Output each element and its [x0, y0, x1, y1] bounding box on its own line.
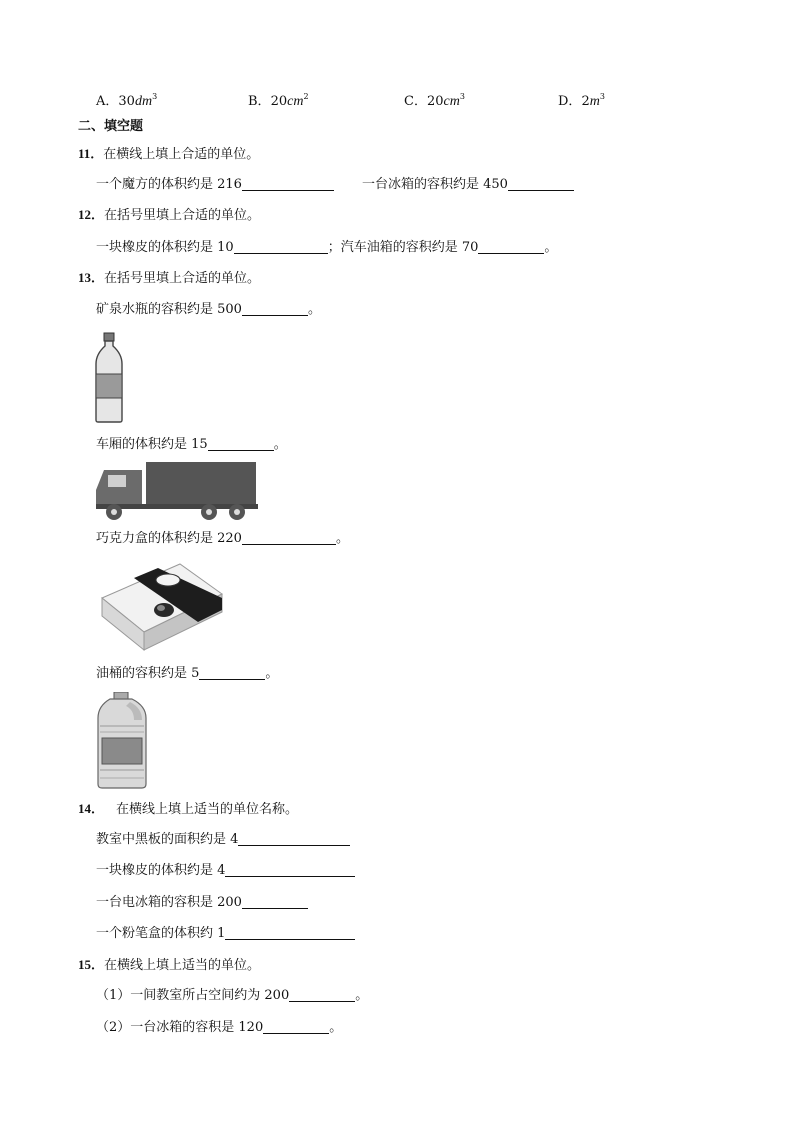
option-a: A．$30dm^3$ [96, 92, 158, 109]
answer-blank[interactable] [234, 239, 328, 254]
question-12: 12．在括号里填上合适的单位。 [78, 207, 261, 223]
answer-blank[interactable] [199, 665, 265, 680]
answer-blank[interactable] [242, 301, 308, 316]
answer-blank[interactable] [242, 176, 334, 191]
option-d: D．$2m^3$ [558, 92, 605, 109]
option-c: C．$20cm^3$ [404, 92, 465, 109]
answer-blank[interactable] [242, 530, 336, 545]
answer-blank[interactable] [225, 925, 355, 940]
answer-blank[interactable] [242, 894, 308, 909]
question-12-line: 一块橡皮的体积约是 10 ；汽车油箱的容积约是 70 。 [96, 240, 558, 255]
question-14-item-1: 教室中黑板的面积约是 4 [96, 831, 350, 849]
question-15: 15．在横线上填上适当的单位。 [78, 957, 261, 973]
question-14-item-3: 一台电冰箱的容积是 200 [96, 894, 308, 912]
question-11-line-b: 一台冰箱的容积约是 450 [362, 176, 574, 194]
question-11: 11．在横线上填上合适的单位。 [78, 146, 260, 162]
answer-blank[interactable] [225, 862, 355, 877]
section-title: 二、填空题 [78, 119, 144, 134]
question-14-item-2: 一块橡皮的体积约是 4 [96, 862, 355, 880]
answer-blank[interactable] [478, 239, 544, 254]
question-13-item-2: 车厢的体积约是 15 。 [96, 437, 287, 452]
question-13: 13．在括号里填上合适的单位。 [78, 270, 261, 286]
answer-blank[interactable] [208, 436, 274, 451]
answer-blank[interactable] [238, 831, 350, 846]
question-15-item-1: （1）一间教室所占空间约为 200 。 [96, 988, 369, 1003]
truck-image [94, 460, 258, 522]
question-13-item-3: 巧克力盒的体积约是 220 。 [96, 531, 349, 546]
question-13-item-1: 矿泉水瓶的容积约是 500 。 [96, 302, 321, 317]
answer-blank[interactable] [289, 987, 355, 1002]
answer-blank[interactable] [508, 176, 574, 191]
question-14-item-4: 一个粉笔盒的体积约 1 [96, 925, 355, 943]
water-bottle-image [94, 332, 124, 424]
question-15-item-2: （2）一台冰箱的容积是 120 。 [96, 1020, 343, 1035]
question-11-line: 一个魔方的体积约是 216 [96, 176, 334, 194]
question-13-item-4: 油桶的容积约是 5 。 [96, 666, 279, 681]
answer-blank[interactable] [263, 1019, 329, 1034]
question-14: 14． 在横线上填上适当的单位名称。 [78, 801, 299, 817]
chocolate-box-image [98, 558, 226, 656]
oil-jug-image [96, 692, 148, 790]
option-b: B．$20cm^2$ [248, 92, 309, 109]
